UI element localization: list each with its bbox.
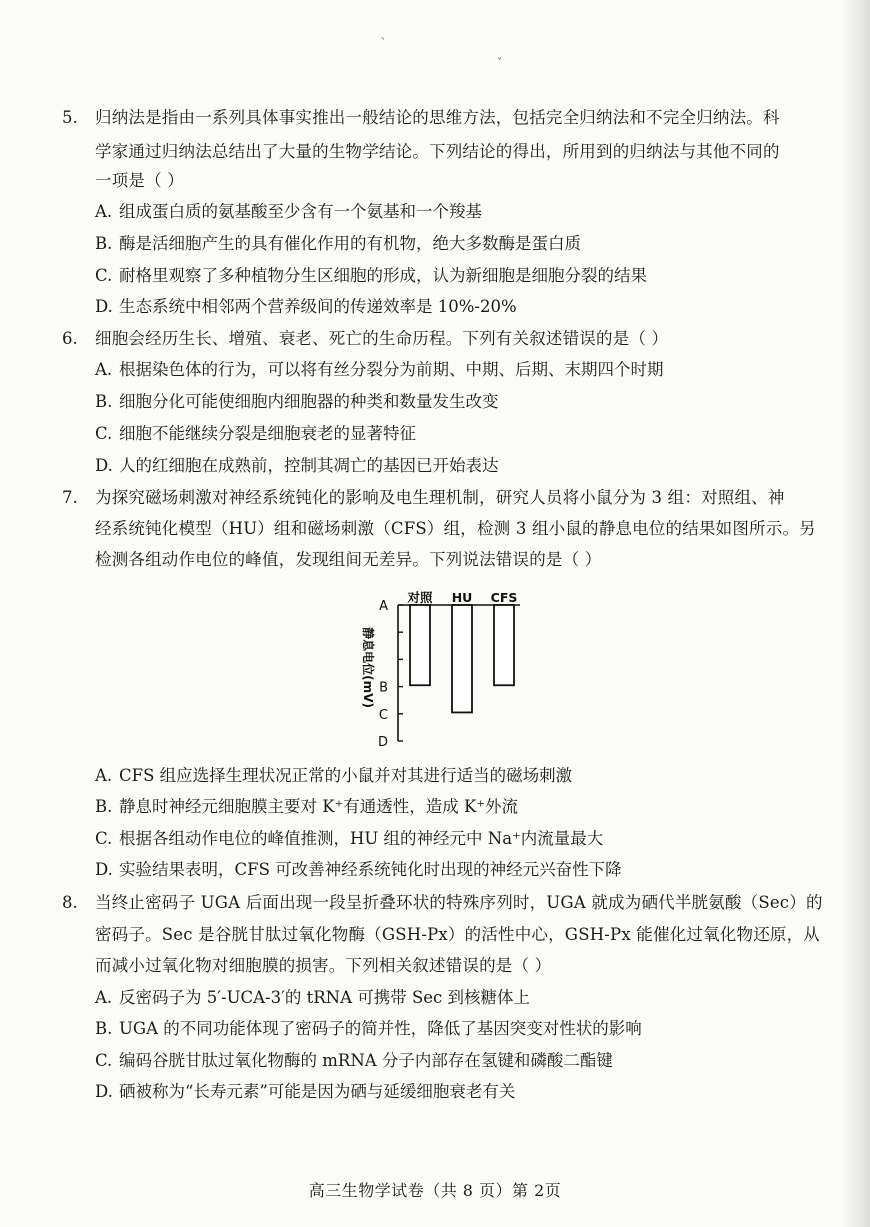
option-label: A. bbox=[95, 988, 113, 1007]
scan-mark: ˇ bbox=[497, 58, 502, 69]
option-d bbox=[95, 456, 499, 476]
question-stem-line: 细胞会经历生长、增殖、衰老、死亡的生命历程。下列有关叙述错误的是（ ） bbox=[95, 329, 669, 348]
option-label: A. bbox=[95, 360, 113, 379]
option-text: 根据染色体的行为，可以将有丝分裂分为前期、中期、后期、末期四个时期 bbox=[119, 360, 664, 379]
option-b bbox=[95, 234, 581, 254]
option-a bbox=[95, 988, 530, 1008]
option-text: 根据各组动作电位的峰值推测，HU 组的神经元中 Na⁺内流量最大 bbox=[119, 829, 604, 848]
option-d bbox=[95, 297, 517, 317]
resting-potential-chart bbox=[352, 590, 532, 752]
bar-2 bbox=[452, 605, 472, 712]
category-label: CFS bbox=[490, 590, 518, 605]
option-label: C. bbox=[95, 1051, 113, 1070]
option-b bbox=[95, 797, 518, 817]
scan-edge-shadow bbox=[842, 0, 870, 1227]
y-tick-label: A bbox=[379, 599, 388, 614]
category-label: 对照 bbox=[407, 590, 433, 605]
bar-3 bbox=[494, 605, 514, 685]
option-text: 硒被称为“长寿元素”可能是因为硒与延缓细胞衰老有关 bbox=[119, 1082, 516, 1101]
option-d bbox=[95, 1082, 515, 1102]
question-stem-line: 密码子。Sec 是谷胱甘肽过氧化物酶（GSH-Px）的活性中心，GSH-Px 能催化过氧化物还原，从 bbox=[95, 925, 821, 944]
option-label: B. bbox=[95, 392, 113, 411]
option-text: 细胞不能继续分裂是细胞衰老的显著特征 bbox=[119, 424, 416, 443]
question-number: 5. bbox=[62, 108, 78, 127]
question-stem-line: 学家通过归纳法总结出了大量的生物学结论。下列结论的得出，所用到的归纳法与其他不同的 bbox=[95, 142, 780, 161]
bar-chart-svg bbox=[352, 590, 532, 752]
option-label: D. bbox=[95, 1082, 113, 1101]
y-tick-label: C bbox=[378, 707, 388, 723]
option-label: C. bbox=[95, 266, 113, 285]
option-label: C. bbox=[95, 424, 113, 443]
option-text: 编码谷胱甘肽过氧化物酶的 mRNA 分子内部存在氢键和磷酸二酯键 bbox=[119, 1051, 613, 1070]
option-text: 细胞分化可能使细胞内细胞器的种类和数量发生改变 bbox=[119, 392, 499, 411]
option-c bbox=[95, 424, 416, 444]
option-c bbox=[95, 266, 647, 286]
option-text: 耐格里观察了多种植物分生区细胞的形成，认为新细胞是细胞分裂的结果 bbox=[119, 266, 647, 285]
option-c bbox=[95, 829, 603, 849]
option-text: 酶是活细胞产生的具有催化作用的有机物，绝大多数酶是蛋白质 bbox=[119, 234, 581, 253]
option-text: CFS 组应选择生理状况正常的小鼠并对其进行适当的磁场刺激 bbox=[119, 766, 573, 785]
question-number: 6. bbox=[62, 329, 78, 348]
option-a bbox=[95, 766, 572, 786]
question-number: 8. bbox=[62, 893, 78, 912]
option-label: A. bbox=[95, 766, 113, 785]
scan-mark: ` bbox=[381, 38, 386, 49]
option-text: 组成蛋白质的氨基酸至少含有一个氨基和一个羧基 bbox=[119, 202, 482, 221]
option-label: B. bbox=[95, 234, 113, 253]
option-text: UGA 的不同功能体现了密码子的简并性，降低了基因突变对性状的影响 bbox=[119, 1019, 642, 1038]
option-label: C. bbox=[95, 829, 113, 848]
option-b bbox=[95, 1019, 642, 1039]
option-c bbox=[95, 1051, 613, 1071]
question-stem-line: 归纳法是指由一系列具体事实推出一般结论的思维方法，包括完全归纳法和不完全归纳法。科 bbox=[95, 108, 780, 127]
bar-1 bbox=[410, 605, 430, 685]
option-label: A. bbox=[95, 202, 113, 221]
option-a bbox=[95, 360, 664, 380]
option-label: D. bbox=[95, 297, 113, 316]
question-number: 7. bbox=[62, 488, 78, 507]
option-d bbox=[95, 860, 622, 880]
option-text: 生态系统中相邻两个营养级间的传递效率是 10%-20% bbox=[119, 297, 517, 316]
question-stem-line: 经系统钝化模型（HU）组和磁场刺激（CFS）组，检测 3 组小鼠的静息电位的结果如图所示。另 bbox=[95, 519, 816, 538]
question-stem-line: 为探究磁场刺激对神经系统钝化的影响及电生理机制，研究人员将小鼠分为 3 组：对照组、神 bbox=[95, 488, 785, 507]
question-stem-line: 而减小过氧化物对细胞膜的损害。下列相关叙述错误的是（ ） bbox=[95, 956, 552, 975]
option-text: 静息时神经元细胞膜主要对 K⁺有通透性，造成 K⁺外流 bbox=[119, 797, 519, 816]
question-stem-line: 一项是（ ） bbox=[95, 171, 184, 190]
category-label: HU bbox=[451, 590, 473, 605]
page-footer: 高三生物学试卷（共 8 页）第 2页 bbox=[308, 1181, 562, 1200]
y-tick-label: D bbox=[377, 735, 388, 750]
question-stem-line: 检测各组动作电位的峰值，发现组间无差异。下列说法错误的是（ ） bbox=[95, 550, 602, 569]
option-label: D. bbox=[95, 456, 113, 475]
y-axis-label: 静息电位(mV) bbox=[361, 627, 375, 708]
option-text: 人的红细胞在成熟前，控制其凋亡的基因已开始表达 bbox=[119, 456, 499, 475]
option-b bbox=[95, 392, 499, 412]
option-label: B. bbox=[95, 797, 113, 816]
question-stem-line: 当终止密码子 UGA 后面出现一段呈折叠环状的特殊序列时，UGA 就成为硒代半胱氨酸（Sec）的 bbox=[95, 893, 823, 912]
option-text: 反密码子为 5′-UCA-3′的 tRNA 可携带 Sec 到核糖体上 bbox=[119, 988, 531, 1007]
option-label: B. bbox=[95, 1019, 113, 1038]
option-label: D. bbox=[95, 860, 113, 879]
option-text: 实验结果表明，CFS 可改善神经系统钝化时出现的神经元兴奋性下降 bbox=[119, 860, 622, 879]
y-tick-label: B bbox=[379, 680, 388, 696]
option-a bbox=[95, 202, 482, 222]
